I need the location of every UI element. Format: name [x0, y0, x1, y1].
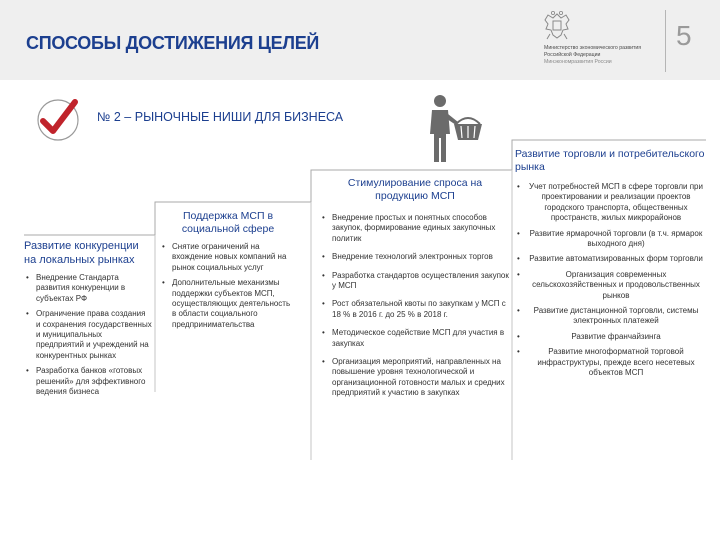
column-trade [515, 148, 705, 384]
column-list [320, 213, 510, 399]
column-social-support [160, 210, 296, 335]
list-item: • Ограничение права создания и сохранения государственных и муниципальных предприятий и учреждений на конкурентных рынках [24, 309, 152, 361]
column-heading: Развитие конкуренции на локальных рынках [24, 240, 139, 266]
list-item: • Внедрение технологий электронных торгов [320, 252, 510, 262]
column-competition [24, 239, 152, 402]
list-item: • Развитие многоформатной торговой инфраструктуры, прежде всего несетевых объектов МСП [515, 347, 705, 378]
column-list [160, 242, 296, 330]
ministry-line-2: Российской Федерации [544, 52, 601, 58]
column-heading: Развитие торговли и потребительского рынка [515, 148, 705, 173]
list-item: • Разработка стандартов осуществления закупок у МСП [320, 271, 510, 292]
column-list [515, 182, 705, 379]
list-item: • Развитие дистанционной торговли, системы электронных платежей [515, 306, 705, 327]
page-title: СПОСОБЫ ДОСТИЖЕНИЯ ЦЕЛЕЙ [26, 33, 320, 53]
list-item: • Разработка банков «готовых решений» для эффективного ведения бизнеса [24, 366, 152, 397]
column-list [24, 273, 152, 397]
ministry-line-3: Минэкономразвития России [544, 59, 612, 65]
list-item: • Внедрение Стандарта развития конкуренции в субъектах РФ [24, 273, 152, 304]
list-item: • Развитие франчайзинга [515, 332, 705, 342]
list-item: • Учет потребностей МСП в сфере торговли при проектировании и реализации проектов городского транспорта, общественных пространств, жилых микрорайонов [515, 182, 705, 224]
list-item: • Рост обязательной квоты по закупкам у МСП с 18 % в 2016 г. до 25 % в 2018 г. [320, 299, 510, 320]
column-demand [320, 177, 510, 407]
list-item: • Развитие автоматизированных форм торговли [515, 254, 705, 264]
section-subtitle: № 2 – РЫНОЧНЫЕ НИШИ ДЛЯ БИЗНЕСА [97, 110, 344, 124]
list-item: • Дополнительные механизмы поддержки субъектов МСП, осуществляющих деятельность в области социального предпринимательства [160, 278, 296, 330]
column-heading: Поддержка МСП в социальной сфере [181, 210, 275, 235]
list-item: • Развитие ярмарочной торговли (в т.ч. ярмарок выходного дня) [515, 229, 705, 250]
page-number: 5 [676, 20, 692, 51]
ministry-line-1: Министерство экономического развития [544, 45, 642, 51]
list-item: • Организация современных сельскохозяйственных и продовольственных рынков [515, 270, 705, 301]
column-heading: Стимулирование спроса на продукцию МСП [347, 177, 483, 202]
list-item: • Снятие ограничений на вхождение новых компаний на рынок социальных услуг [160, 242, 296, 273]
list-item: • Методическое содействие МСП для участия в закупках [320, 328, 510, 349]
list-item: • Организация мероприятий, направленных на повышение уровня технологической и организационной готовности малых и средних предприятий к участию в закупках [320, 357, 510, 399]
list-item: • Внедрение простых и понятных способов закупок, формирование единых закупочных политик [320, 213, 510, 244]
